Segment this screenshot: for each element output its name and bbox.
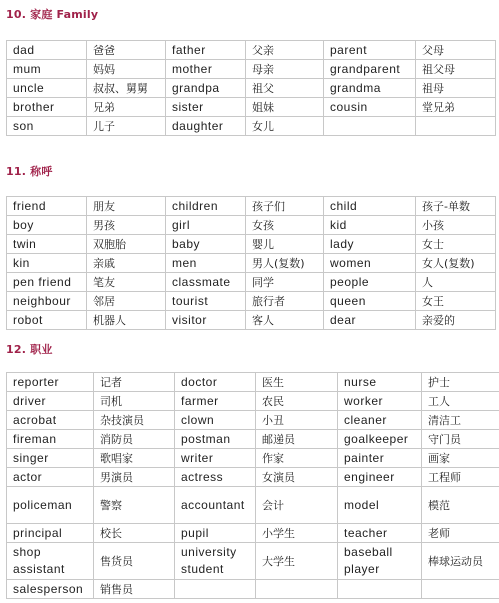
chinese-meaning-cell: 清洁工 xyxy=(422,411,499,430)
chinese-meaning-cell: 亲戚 xyxy=(87,254,166,273)
section-title-family: 10. 家庭 Family xyxy=(6,8,99,21)
english-word-cell: dear xyxy=(324,311,416,330)
chinese-meaning-cell: 工程师 xyxy=(422,468,499,487)
english-word-cell: clown xyxy=(175,411,256,430)
english-word-cell: kid xyxy=(324,216,416,235)
chinese-meaning-cell xyxy=(422,580,499,599)
english-word-cell: teacher xyxy=(338,524,422,543)
english-word-cell: driver xyxy=(7,392,94,411)
chinese-meaning-cell: 邻居 xyxy=(87,292,166,311)
chinese-meaning-cell: 祖母 xyxy=(416,79,496,98)
chinese-meaning-cell: 女演员 xyxy=(256,468,338,487)
english-word-cell: worker xyxy=(338,392,422,411)
table-row xyxy=(7,580,499,599)
chinese-meaning-cell: 大学生 xyxy=(256,543,338,580)
english-word-cell: twin xyxy=(7,235,87,254)
table-row xyxy=(7,60,496,79)
english-word-cell: mother xyxy=(166,60,246,79)
english-word-cell: neighbour xyxy=(7,292,87,311)
chinese-meaning-cell: 模范 xyxy=(422,487,499,524)
english-word-cell: sister xyxy=(166,98,246,117)
english-word-cell: painter xyxy=(338,449,422,468)
chinese-meaning-cell: 朋友 xyxy=(87,197,166,216)
chinese-meaning-cell: 亲爱的 xyxy=(416,311,496,330)
table-row xyxy=(7,524,499,543)
chinese-meaning-cell: 小孩 xyxy=(416,216,496,235)
english-word-cell: baseball player xyxy=(338,543,422,580)
english-word-cell: reporter xyxy=(7,373,94,392)
table-row xyxy=(7,197,496,216)
table-row xyxy=(7,117,496,136)
table-row xyxy=(7,449,499,468)
table-row xyxy=(7,254,496,273)
english-word-cell xyxy=(338,580,422,599)
table-row xyxy=(7,487,499,524)
chinese-meaning-cell xyxy=(256,580,338,599)
chinese-meaning-cell: 男孩 xyxy=(87,216,166,235)
english-word-cell: doctor xyxy=(175,373,256,392)
chinese-meaning-cell: 祖父 xyxy=(246,79,324,98)
chinese-meaning-cell: 棒球运动员 xyxy=(422,543,499,580)
chinese-meaning-cell: 会计 xyxy=(256,487,338,524)
english-word-cell: child xyxy=(324,197,416,216)
table-row xyxy=(7,468,499,487)
chinese-meaning-cell: 歌唱家 xyxy=(94,449,175,468)
chinese-meaning-cell: 小丑 xyxy=(256,411,338,430)
english-word-cell: goalkeeper xyxy=(338,430,422,449)
chinese-meaning-cell: 男人(复数) xyxy=(246,254,324,273)
english-word-cell: singer xyxy=(7,449,94,468)
vocab-table-address-terms xyxy=(6,196,496,330)
chinese-meaning-cell: 守门员 xyxy=(422,430,499,449)
english-word-cell: actress xyxy=(175,468,256,487)
english-word-cell: postman xyxy=(175,430,256,449)
chinese-meaning-cell: 祖父母 xyxy=(416,60,496,79)
english-word-cell: cleaner xyxy=(338,411,422,430)
english-word-cell: women xyxy=(324,254,416,273)
chinese-meaning-cell: 警察 xyxy=(94,487,175,524)
chinese-meaning-cell: 姐妹 xyxy=(246,98,324,117)
english-word-cell: uncle xyxy=(7,79,87,98)
english-word-cell: children xyxy=(166,197,246,216)
chinese-meaning-cell: 机器人 xyxy=(87,311,166,330)
chinese-meaning-cell: 售货员 xyxy=(94,543,175,580)
table-row xyxy=(7,41,496,60)
english-word-cell: model xyxy=(338,487,422,524)
table-row xyxy=(7,430,499,449)
chinese-meaning-cell: 工人 xyxy=(422,392,499,411)
chinese-meaning-cell: 爸爸 xyxy=(87,41,166,60)
chinese-meaning-cell: 孩子-单数 xyxy=(416,197,496,216)
english-word-cell: university student xyxy=(175,543,256,580)
chinese-meaning-cell: 兄弟 xyxy=(87,98,166,117)
english-word-cell xyxy=(324,117,416,136)
english-word-cell: boy xyxy=(7,216,87,235)
english-word-cell: actor xyxy=(7,468,94,487)
english-word-cell: salesperson xyxy=(7,580,94,599)
section-title-address: 11. 称呼 xyxy=(6,165,53,178)
chinese-meaning-cell xyxy=(416,117,496,136)
chinese-meaning-cell: 销售员 xyxy=(94,580,175,599)
table-row xyxy=(7,292,496,311)
section-title-occupations: 12. 职业 xyxy=(6,343,53,356)
chinese-meaning-cell: 记者 xyxy=(94,373,175,392)
english-word-cell: father xyxy=(166,41,246,60)
chinese-meaning-cell: 堂兄弟 xyxy=(416,98,496,117)
english-word-cell: people xyxy=(324,273,416,292)
chinese-meaning-cell: 儿子 xyxy=(87,117,166,136)
chinese-meaning-cell: 医生 xyxy=(256,373,338,392)
chinese-meaning-cell: 女王 xyxy=(416,292,496,311)
chinese-meaning-cell: 婴儿 xyxy=(246,235,324,254)
english-word-cell: grandma xyxy=(324,79,416,98)
chinese-meaning-cell: 作家 xyxy=(256,449,338,468)
chinese-meaning-cell: 护士 xyxy=(422,373,499,392)
english-word-cell: pen friend xyxy=(7,273,87,292)
chinese-meaning-cell: 杂技演员 xyxy=(94,411,175,430)
english-word-cell: farmer xyxy=(175,392,256,411)
english-word-cell: mum xyxy=(7,60,87,79)
chinese-meaning-cell: 女士 xyxy=(416,235,496,254)
chinese-meaning-cell: 女人(复数) xyxy=(416,254,496,273)
chinese-meaning-cell: 女儿 xyxy=(246,117,324,136)
english-word-cell: brother xyxy=(7,98,87,117)
english-word-cell: queen xyxy=(324,292,416,311)
table-row xyxy=(7,373,499,392)
english-word-cell: baby xyxy=(166,235,246,254)
english-word-cell: tourist xyxy=(166,292,246,311)
table-row xyxy=(7,543,499,580)
chinese-meaning-cell: 客人 xyxy=(246,311,324,330)
english-word-cell: lady xyxy=(324,235,416,254)
chinese-meaning-cell: 父亲 xyxy=(246,41,324,60)
table-row xyxy=(7,273,496,292)
chinese-meaning-cell: 男演员 xyxy=(94,468,175,487)
vocab-table-occupations xyxy=(6,372,499,599)
chinese-meaning-cell: 人 xyxy=(416,273,496,292)
english-word-cell: girl xyxy=(166,216,246,235)
chinese-meaning-cell: 叔叔、舅舅 xyxy=(87,79,166,98)
chinese-meaning-cell: 笔友 xyxy=(87,273,166,292)
english-word-cell: shop assistant xyxy=(7,543,94,580)
english-word-cell xyxy=(175,580,256,599)
english-word-cell: pupil xyxy=(175,524,256,543)
table-row xyxy=(7,392,499,411)
english-word-cell: cousin xyxy=(324,98,416,117)
chinese-meaning-cell: 母亲 xyxy=(246,60,324,79)
chinese-meaning-cell: 消防员 xyxy=(94,430,175,449)
chinese-meaning-cell: 旅行者 xyxy=(246,292,324,311)
english-word-cell: daughter xyxy=(166,117,246,136)
chinese-meaning-cell: 校长 xyxy=(94,524,175,543)
english-word-cell: kin xyxy=(7,254,87,273)
english-word-cell: grandpa xyxy=(166,79,246,98)
english-word-cell: men xyxy=(166,254,246,273)
table-row xyxy=(7,235,496,254)
table-row xyxy=(7,411,499,430)
english-word-cell: dad xyxy=(7,41,87,60)
english-word-cell: accountant xyxy=(175,487,256,524)
chinese-meaning-cell: 父母 xyxy=(416,41,496,60)
vocab-table-family xyxy=(6,40,496,136)
english-word-cell: nurse xyxy=(338,373,422,392)
table-row xyxy=(7,216,496,235)
chinese-meaning-cell: 邮递员 xyxy=(256,430,338,449)
english-word-cell: classmate xyxy=(166,273,246,292)
chinese-meaning-cell: 画家 xyxy=(422,449,499,468)
chinese-meaning-cell: 妈妈 xyxy=(87,60,166,79)
english-word-cell: engineer xyxy=(338,468,422,487)
english-word-cell: writer xyxy=(175,449,256,468)
chinese-meaning-cell: 农民 xyxy=(256,392,338,411)
english-word-cell: robot xyxy=(7,311,87,330)
table-row xyxy=(7,311,496,330)
english-word-cell: visitor xyxy=(166,311,246,330)
english-word-cell: grandparent xyxy=(324,60,416,79)
chinese-meaning-cell: 孩子们 xyxy=(246,197,324,216)
chinese-meaning-cell: 小学生 xyxy=(256,524,338,543)
english-word-cell: friend xyxy=(7,197,87,216)
chinese-meaning-cell: 双胞胎 xyxy=(87,235,166,254)
english-word-cell: acrobat xyxy=(7,411,94,430)
english-word-cell: policeman xyxy=(7,487,94,524)
english-word-cell: fireman xyxy=(7,430,94,449)
chinese-meaning-cell: 老师 xyxy=(422,524,499,543)
english-word-cell: principal xyxy=(7,524,94,543)
table-row xyxy=(7,98,496,117)
chinese-meaning-cell: 同学 xyxy=(246,273,324,292)
chinese-meaning-cell: 司机 xyxy=(94,392,175,411)
table-row xyxy=(7,79,496,98)
english-word-cell: parent xyxy=(324,41,416,60)
chinese-meaning-cell: 女孩 xyxy=(246,216,324,235)
english-word-cell: son xyxy=(7,117,87,136)
